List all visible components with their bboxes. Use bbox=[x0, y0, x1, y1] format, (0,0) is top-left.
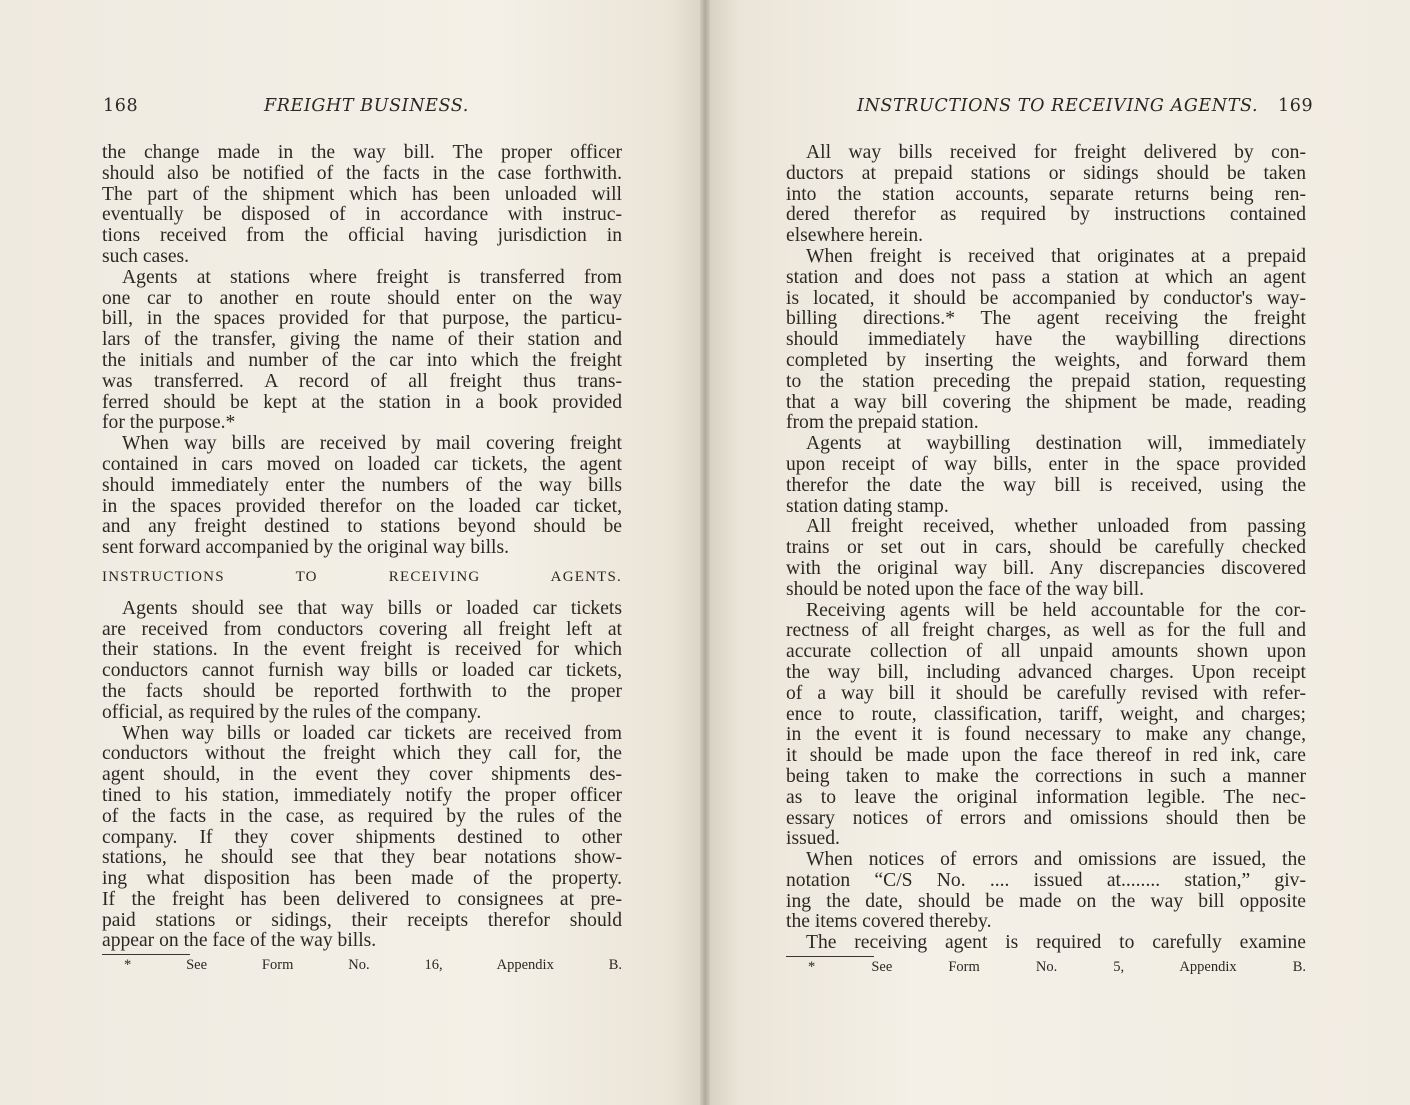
text-line: company. If they cover shipments destined to other bbox=[102, 826, 622, 848]
text-line: When notices of errors and omissions are issued, the bbox=[806, 849, 1306, 871]
text-line: When way bills are received by mail covering freight bbox=[122, 433, 622, 455]
text-line: the facts should be reported forthwith to the proper bbox=[102, 680, 622, 702]
text-line: the initials and number of the car into which the freight bbox=[102, 349, 622, 371]
footnote-rule bbox=[786, 956, 874, 957]
text-line: it should be made upon the face thereof in red ink, care bbox=[786, 745, 1306, 767]
text-line: should also be notified of the facts in the case forthwith. bbox=[102, 162, 622, 184]
book-gutter bbox=[700, 0, 710, 1105]
right-page-number: 169 bbox=[1278, 96, 1314, 116]
text-line: accurate collection of all unpaid amounts shown upon bbox=[786, 641, 1306, 663]
left-paragraph-1 bbox=[102, 143, 622, 268]
text-line: Agents at stations where freight is transferred from bbox=[122, 266, 622, 288]
text-line: conductors without the freight which they call for, the bbox=[102, 743, 622, 765]
text-line: bill, in the spaces provided for that purpose, the particu- bbox=[102, 308, 622, 330]
text-line: and any freight destined to stations beyond should be bbox=[102, 516, 622, 538]
text-line: should be noted upon the face of the way bill. bbox=[786, 578, 1145, 600]
text-line: All way bills received for freight delivered by con- bbox=[806, 142, 1306, 163]
text-line: rectness of all freight charges, as well as for the full and bbox=[786, 620, 1306, 642]
left-paragraph-5 bbox=[102, 724, 622, 953]
text-line: tined to his station, immediately notify the proper officer bbox=[102, 784, 622, 806]
left-page-number: 168 bbox=[103, 96, 139, 116]
text-line: for the purpose.* bbox=[102, 412, 236, 434]
text-line: therefor the date the way bill is received, using the bbox=[786, 474, 1306, 496]
text-line: trains or set out in cars, should be carefully checked bbox=[786, 537, 1306, 559]
right-paragraph-6 bbox=[786, 850, 1306, 933]
text-line: should immediately enter the numbers of the way bills bbox=[102, 474, 622, 496]
text-line: contained in cars moved on loaded car tickets, the agent bbox=[102, 453, 622, 475]
left-body-text bbox=[102, 143, 622, 974]
text-line: dered therefor as required by instructions contained bbox=[786, 204, 1306, 226]
text-line: the change made in the way bill. The proper officer bbox=[102, 142, 622, 163]
text-line: Receiving agents will be held accountable for the cor- bbox=[806, 599, 1306, 621]
text-line: of a way bill it should be carefully revised with refer- bbox=[786, 682, 1306, 704]
right-footnote: * See Form No. 5, Appendix B. bbox=[808, 959, 1306, 976]
right-page bbox=[705, 0, 1410, 1105]
footnote-rule bbox=[102, 954, 190, 955]
text-line: upon receipt of way bills, enter in the space provided bbox=[786, 453, 1306, 475]
right-running-head: INSTRUCTIONS TO RECEIVING AGENTS. bbox=[857, 96, 1259, 116]
text-line: tions received from the official having jurisdiction in bbox=[102, 225, 622, 247]
text-line: station and does not pass a station at which an agent bbox=[786, 266, 1306, 288]
text-line: in the event it is found necessary to make any change, bbox=[786, 724, 1306, 746]
text-line: paid stations or sidings, their receipts therefor should bbox=[102, 909, 622, 931]
text-line: conductors cannot furnish way bills or loaded car tickets, bbox=[102, 660, 622, 682]
text-line: their stations. In the event freight is received for which bbox=[102, 639, 622, 661]
right-paragraph-7 bbox=[786, 933, 1306, 954]
text-line: ing the date, should be made on the way bill opposite bbox=[786, 890, 1306, 912]
text-line: is located, it should be accompanied by conductor's way- bbox=[786, 287, 1306, 309]
text-line: If the freight has been delivered to consignees at pre- bbox=[102, 888, 622, 910]
text-line: one car to another en route should enter on the way bbox=[102, 287, 622, 309]
right-body-text bbox=[786, 143, 1306, 976]
text-line: the way bill, including advanced charges. Upon receipt bbox=[786, 661, 1306, 683]
left-paragraph-3 bbox=[102, 434, 622, 559]
right-paragraph-4 bbox=[786, 517, 1306, 600]
text-line: The part of the shipment which has been unloaded will bbox=[102, 183, 622, 205]
text-line: agent should, in the event they cover shipments des- bbox=[102, 764, 622, 786]
text-line: ence to route, classification, tariff, weight, and charges; bbox=[786, 703, 1306, 725]
text-line: Agents at waybilling destination will, immediately bbox=[806, 433, 1306, 455]
section-heading: INSTRUCTIONS TO RECEIVING AGENTS. bbox=[102, 568, 622, 585]
text-line: ing what disposition has been made of the property. bbox=[102, 868, 622, 890]
text-line: in the spaces provided therefor on the loaded car ticket, bbox=[102, 495, 622, 517]
text-line: completed by inserting the weights, and forward them bbox=[786, 349, 1306, 371]
text-line: Agents should see that way bills or loaded car tickets bbox=[122, 597, 622, 619]
text-line: billing directions.* The agent receiving the freight bbox=[786, 308, 1306, 330]
text-line: the items covered thereby. bbox=[786, 911, 992, 933]
text-line: stations, he should see that they bear notations show- bbox=[102, 847, 622, 869]
text-line: eventually be disposed of in accordance with instruc- bbox=[102, 204, 622, 226]
text-line: issued. bbox=[786, 828, 840, 850]
text-line: When freight is received that originates at a prepaid bbox=[806, 245, 1306, 267]
text-line: ferred should be kept at the station in a book provided bbox=[102, 391, 622, 413]
text-line: notation “C/S No. .... issued at........ station,” giv- bbox=[786, 869, 1306, 891]
text-line: All freight received, whether unloaded from passing bbox=[806, 516, 1306, 538]
text-line: such cases. bbox=[102, 245, 190, 267]
text-line: was transferred. A record of all freight thus trans- bbox=[102, 370, 622, 392]
text-line: from the prepaid station. bbox=[786, 412, 979, 434]
text-line: elsewhere herein. bbox=[786, 225, 924, 247]
text-line: being taken to make the corrections in such a manner bbox=[786, 765, 1306, 787]
text-line: The receiving agent is required to carefully examine bbox=[806, 932, 1306, 954]
text-line: to the station preceding the prepaid station, requesting bbox=[786, 370, 1306, 392]
left-running-head: FREIGHT BUSINESS. bbox=[264, 96, 469, 116]
text-line: official, as required by the rules of the company. bbox=[102, 701, 482, 723]
right-paragraph-3 bbox=[786, 434, 1306, 517]
right-paragraph-1 bbox=[786, 143, 1306, 247]
text-line: into the station accounts, separate returns being ren- bbox=[786, 183, 1306, 205]
text-line: are received from conductors covering all freight left at bbox=[102, 618, 622, 640]
text-line: When way bills or loaded car tickets are received from bbox=[122, 722, 622, 744]
right-paragraph-2 bbox=[786, 247, 1306, 434]
left-footnote: * See Form No. 16, Appendix B. bbox=[124, 957, 622, 974]
text-line: station dating stamp. bbox=[786, 495, 949, 517]
text-line: appear on the face of the way bills. bbox=[102, 930, 377, 952]
text-line: that a way bill covering the shipment be made, reading bbox=[786, 391, 1306, 413]
text-line: lars of the transfer, giving the name of their station and bbox=[102, 329, 622, 351]
left-paragraph-2 bbox=[102, 268, 622, 434]
text-line: should immediately have the waybilling directions bbox=[786, 329, 1306, 351]
text-line: with the original way bill. Any discrepancies discovered bbox=[786, 557, 1306, 579]
right-paragraph-5 bbox=[786, 601, 1306, 851]
text-line: essary notices of errors and omissions should then be bbox=[786, 807, 1306, 829]
text-line: ductors at prepaid stations or sidings should be taken bbox=[786, 162, 1306, 184]
text-line: of the facts in the case, as required by the rules of the bbox=[102, 805, 622, 827]
text-line: sent forward accompanied by the original way bills. bbox=[102, 537, 509, 559]
left-paragraph-4 bbox=[102, 599, 622, 724]
text-line: as to leave the original information legible. The nec- bbox=[786, 786, 1306, 808]
